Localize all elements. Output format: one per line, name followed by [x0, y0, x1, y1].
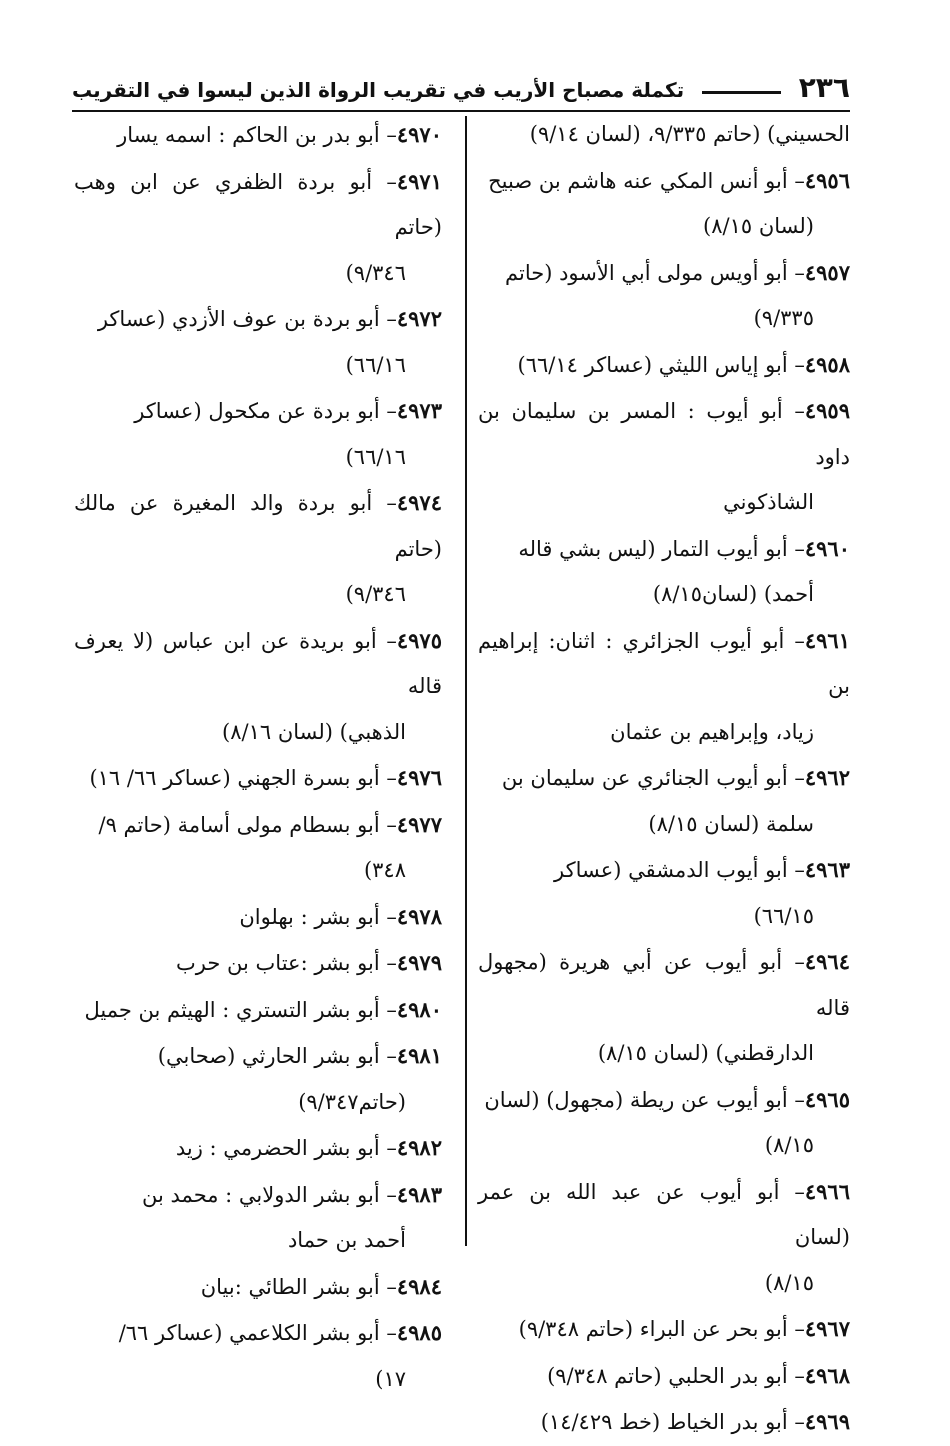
- entry-text: – أبو بسطام مولى أسامة (حاتم ٩/: [98, 812, 397, 837]
- entry-text: – أبو أنس المكي عنه هاشم بن صبيح: [488, 168, 805, 193]
- narrator-entry: [478, 1399, 850, 1446]
- entry-continuation: (لسان ٨/١٥): [703, 214, 814, 238]
- entry-number: ٤٩٧٣: [396, 398, 442, 423]
- entry-text: – أبو أيوب الدمشقي (عساكر: [554, 858, 805, 882]
- entry-text: – أبو بدر الحلبي (حاتم ٩/٣٤٨): [547, 1363, 805, 1388]
- entry-number: ٤٩٨٣: [396, 1181, 442, 1207]
- entry-continuation: (حاتم٩/٣٤٧): [298, 1089, 406, 1114]
- entry-continuation: ٨/١٥): [764, 1133, 814, 1157]
- entry-text: – أبو إياس الليثي (عساكر ٦٦/١٤): [517, 352, 805, 377]
- narrator-entry: [74, 388, 442, 480]
- narrator-entry: [478, 1306, 850, 1353]
- entry-continuation: ٩/٣٣٥): [753, 306, 814, 330]
- header-rule: [702, 91, 781, 94]
- entry-continuation: ١٧): [375, 1366, 406, 1391]
- entry-number: ٤٩٦٢: [804, 765, 850, 790]
- entry-text: – أبو بشر :عتاب بن حرب: [176, 951, 397, 975]
- narrator-entry: [74, 296, 442, 388]
- entry-text: – أبو بشر الكلاعمي (عساكر ٦٦/: [118, 1321, 397, 1345]
- narrator-entry: [74, 1125, 442, 1172]
- narrator-entry: [74, 1264, 442, 1311]
- narrator-entry: [478, 388, 850, 526]
- entry-continuation: الذهبي) (لسان ٨/١٦): [222, 719, 406, 744]
- entry-text: الحسيني) (حاتم ٩/٣٣٥، (لسان ٩/١٤): [529, 122, 850, 146]
- entry-text: – أبو أويس مولى أبي الأسود (حاتم: [505, 260, 805, 285]
- narrator-entry: [478, 526, 850, 618]
- narrator-entry: [478, 847, 850, 939]
- narrator-entry: [74, 802, 442, 894]
- narrator-entry: [478, 250, 850, 342]
- entry-text: – أبو بسرة الجهني (عساكر ٦٦/ ١٦): [89, 766, 397, 790]
- entry-text: – أبو بردة بن عوف الأزدي (عساكر: [97, 307, 397, 331]
- narrator-entry: [478, 755, 850, 847]
- narrator-entry: [478, 1169, 850, 1307]
- entry-text: – أبو أيوب الجنائري عن سليمان بن: [501, 766, 805, 790]
- entry-number: ٤٩٦٣: [804, 857, 850, 882]
- entry-number: ٤٩٨١: [396, 1043, 442, 1068]
- narrator-entry: [74, 1172, 442, 1264]
- narrator-entry: [478, 939, 850, 1077]
- narrator-entry: [478, 1353, 850, 1400]
- entry-text: – أبو بشر الحارثي (صحابي): [157, 1044, 397, 1068]
- entry-continuation: الدارقطني) (لسان ٨/١٥): [597, 1041, 814, 1065]
- entry-number: ٤٩٧٨: [396, 903, 442, 929]
- entry-number: ٤٩٥٧: [804, 259, 850, 285]
- entry-text: – أبو أيوب : المسر بن سليمان بن داود: [478, 399, 850, 469]
- left-column: [74, 112, 442, 1402]
- entry-number: ٤٩٦٦: [804, 1178, 850, 1204]
- page-header: [72, 64, 850, 112]
- entry-text: – أبو أيوب عن عبد الله بن عمر (لسان: [478, 1179, 850, 1249]
- entry-text: – أبو بردة عن مكحول (عساكر: [134, 399, 397, 423]
- entry-number: ٤٩٨٢: [396, 1135, 442, 1160]
- narrator-entry: [74, 480, 442, 618]
- entry-number: ٤٩٦١: [804, 627, 850, 653]
- entry-number: ٤٩٨٥: [396, 1320, 442, 1345]
- narrator-entry: [74, 894, 442, 941]
- narrator-entry: [74, 940, 442, 987]
- entry-continuation: ٦٦/١٦): [345, 352, 406, 377]
- entry-continuation: ٩/٣٤٦): [345, 582, 406, 606]
- entry-continuation: سلمة (لسان ٨/١٥): [648, 811, 814, 836]
- narrator-entry: [74, 987, 442, 1034]
- entry-text: – أبو بحر عن البراء (حاتم ٩/٣٤٨): [518, 1317, 805, 1341]
- entry-continuation: ٦٦/١٥): [753, 903, 814, 928]
- entry-continuation: زياد، وإبراهيم بن عثمان: [610, 719, 814, 744]
- entry-text: – أبو بشر الطائي :بيان: [200, 1274, 397, 1299]
- entry-text: – أبو بردة والد المغيرة عن مالك (حاتم: [74, 491, 442, 561]
- right-column: [478, 112, 850, 1446]
- entry-number: ٤٩٧١: [396, 168, 442, 194]
- page-number: ٢٣٦: [798, 71, 850, 104]
- entry-number: ٤٩٥٨: [804, 351, 850, 377]
- entry-text: – أبو بشر الدولابي : محمد بن: [142, 1182, 397, 1207]
- narrator-entry: [478, 112, 850, 158]
- entry-number: ٤٩٧٥: [396, 627, 442, 653]
- entry-number: ٤٩٨٤: [396, 1273, 442, 1299]
- narrator-entry: [478, 618, 850, 756]
- entry-text: – أبو بشر : بهلوان: [239, 904, 397, 929]
- entry-text: – أبو بدر بن الحاكم : اسمه يسار: [117, 123, 397, 147]
- entry-number: ٤٩٧٩: [396, 950, 442, 975]
- entry-number: ٤٩٨٠: [396, 996, 442, 1022]
- entry-text: – أبو أيوب التمار (ليس بشي قاله: [518, 536, 805, 561]
- entry-number: ٤٩٦٩: [804, 1409, 850, 1434]
- running-title: تكملة مصباح الأريب في تقريب الرواة الذين ليسوا في التقريب: [72, 78, 685, 102]
- narrator-entry: [74, 618, 442, 756]
- narrator-entry: [478, 342, 850, 389]
- entry-text: – أبو بدر الخياط (خط ١٤/٤٢٩): [540, 1410, 805, 1434]
- entry-number: ٤٩٦٨: [804, 1362, 850, 1388]
- entry-continuation: ٦٦/١٦): [345, 444, 406, 469]
- entry-text: – أبو أيوب عن أبي هريرة (مجهول قاله: [478, 950, 850, 1020]
- entry-number: ٤٩٦٤: [804, 949, 850, 974]
- entry-number: ٤٩٦٠: [804, 535, 850, 561]
- entry-number: ٤٩٧٤: [396, 490, 442, 515]
- entry-continuation: أحمد) (لسان٨/١٥): [652, 582, 814, 606]
- narrator-entry: [478, 158, 850, 250]
- column-divider: [465, 116, 467, 1246]
- entry-number: ٤٩٦٥: [804, 1086, 850, 1112]
- entry-continuation: ٣٤٨): [363, 858, 406, 882]
- entry-number: ٤٩٥٦: [804, 167, 850, 193]
- entry-number: ٤٩٧٦: [396, 765, 442, 790]
- narrator-entry: [478, 1077, 850, 1169]
- entry-text: – أبو أيوب الجزائري : اثنان: إبراهيم بن: [478, 628, 850, 698]
- entry-text: – أبو بريدة عن ابن عباس (لا يعرف قاله: [74, 628, 442, 698]
- entry-text: – أبو بشر الحضرمي : زيد: [175, 1136, 397, 1160]
- entry-number: ٤٩٧٠: [396, 122, 442, 147]
- narrator-entry: [74, 1033, 442, 1125]
- entry-text: – أبو بشر التستري : الهيثم بن جميل: [84, 997, 397, 1022]
- narrator-entry: [74, 112, 442, 159]
- entry-number: ٤٩٦٧: [804, 1316, 850, 1341]
- narrator-entry: [74, 755, 442, 802]
- entry-continuation: ٨/١٥): [764, 1270, 814, 1295]
- entry-number: ٤٩٧٢: [396, 306, 442, 331]
- entry-number: ٤٩٧٧: [396, 811, 442, 837]
- entry-text: – أبو بردة الظفري عن ابن وهب (حاتم: [74, 169, 442, 239]
- entry-number: ٤٩٥٩: [804, 398, 850, 423]
- narrator-entry: [74, 159, 442, 297]
- narrator-entry: [74, 1310, 442, 1402]
- entry-continuation: الشاذكوني: [723, 490, 814, 514]
- entry-continuation: ٩/٣٤٦): [345, 260, 406, 285]
- entry-continuation: أحمد بن حماد: [287, 1228, 406, 1252]
- entry-text: – أبو أيوب عن ريطة (مجهول) (لسان: [484, 1087, 805, 1112]
